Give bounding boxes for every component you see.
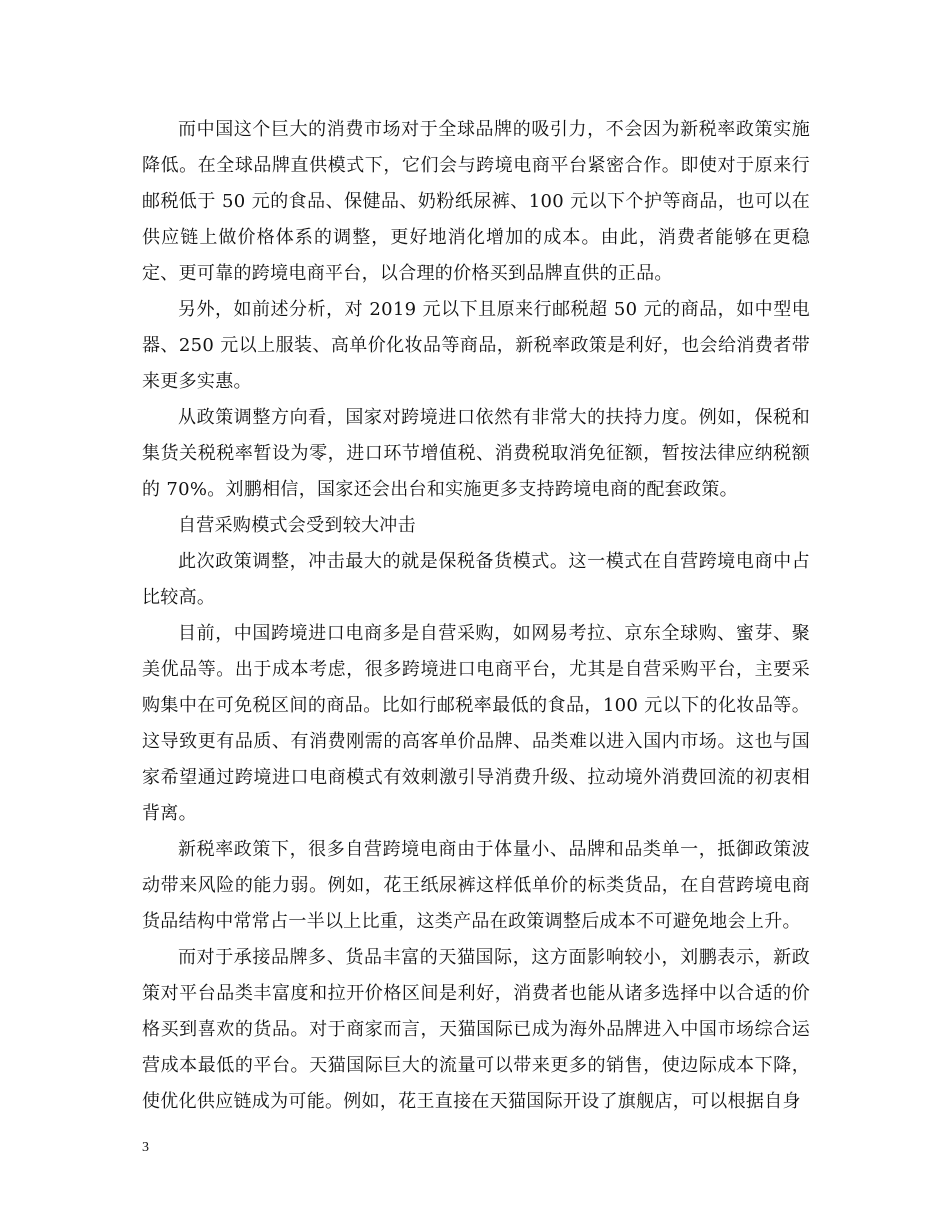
paragraph-small-platforms: 新税率政策下，很多自营跨境电商由于体量小、品牌和品类单一，抵御政策波动带来风险的能力弱。例如，花王纸尿裤这样低单价的标类货品，在自营跨境电商货品结构中常常占一半以上比重，这类产品在政策调整后成本不可避免地会上升。	[142, 839, 810, 932]
document-body	[142, 112, 810, 1120]
page-number: 3	[142, 1140, 149, 1155]
paragraph-global-brands: 而中国这个巨大的消费市场对于全球品牌的吸引力，不会因为新税率政策实施降低。在全球品牌直供模式下，它们会与跨境电商平台紧密合作。即使对于原来行邮税低于 50 元的食品、保健品、奶粉纸尿裤、100 元以下个护等商品，也可以在供应链上做价格体系的调整，更好地消化增加的成本。由此，消费者能够在更稳定、更可靠的跨境电商平台，以合理的价格买到品牌直供的正品。	[142, 119, 810, 284]
paragraph-self-operated: 目前，中国跨境进口电商多是自营采购，如网易考拉、京东全球购、蜜芽、聚美优品等。出于成本考虑，很多跨境进口电商平台，尤其是自营采购平台，主要采购集中在可免税区间的商品。比如行邮税率最低的食品，100 元以下的化妆品等。这导致更有品质、有消费刚需的高客单价品牌、品类难以进入国内市场。这也与国家希望通过跨境进口电商模式有效刺激引导消费升级、拉动境外消费回流的初衷相背离。	[142, 623, 810, 824]
paragraph-policy-direction: 从政策调整方向看，国家对跨境进口依然有非常大的扶持力度。例如，保税和集货关税税率暂设为零，进口环节增值税、消费税取消免征额，暂按法律应纳税额的 70%。刘鹏相信，国家还会出台和实施更多支持跨境电商的配套政策。	[142, 407, 810, 500]
section-heading: 自营采购模式会受到较大冲击	[178, 515, 416, 536]
paragraph-tmall-global: 而对于承接品牌多、货品丰富的天猫国际，这方面影响较小，刘鹏表示，新政策对平台品类丰富度和拉开价格区间是利好，消费者也能从诸多选择中以合适的价格买到喜欢的货品。对于商家而言，天猫国际已成为海外品牌进入中国市场综合运营成本最低的平台。天猫国际巨大的流量可以带来更多的销售，使边际成本下降，使优化供应链成为可能。例如，花王直接在天猫国际开设了旗舰店，可以根据自身	[142, 947, 810, 1112]
paragraph-bonded-impact: 此次政策调整，冲击最大的就是保税备货模式。这一模式在自营跨境电商中占比较高。	[142, 551, 810, 608]
paragraph-tax-benefit: 另外，如前述分析，对 2019 元以下且原来行邮税超 50 元的商品，如中型电器、250 元以上服装、高单价化妆品等商品，新税率政策是利好，也会给消费者带来更多实惠。	[142, 299, 810, 392]
